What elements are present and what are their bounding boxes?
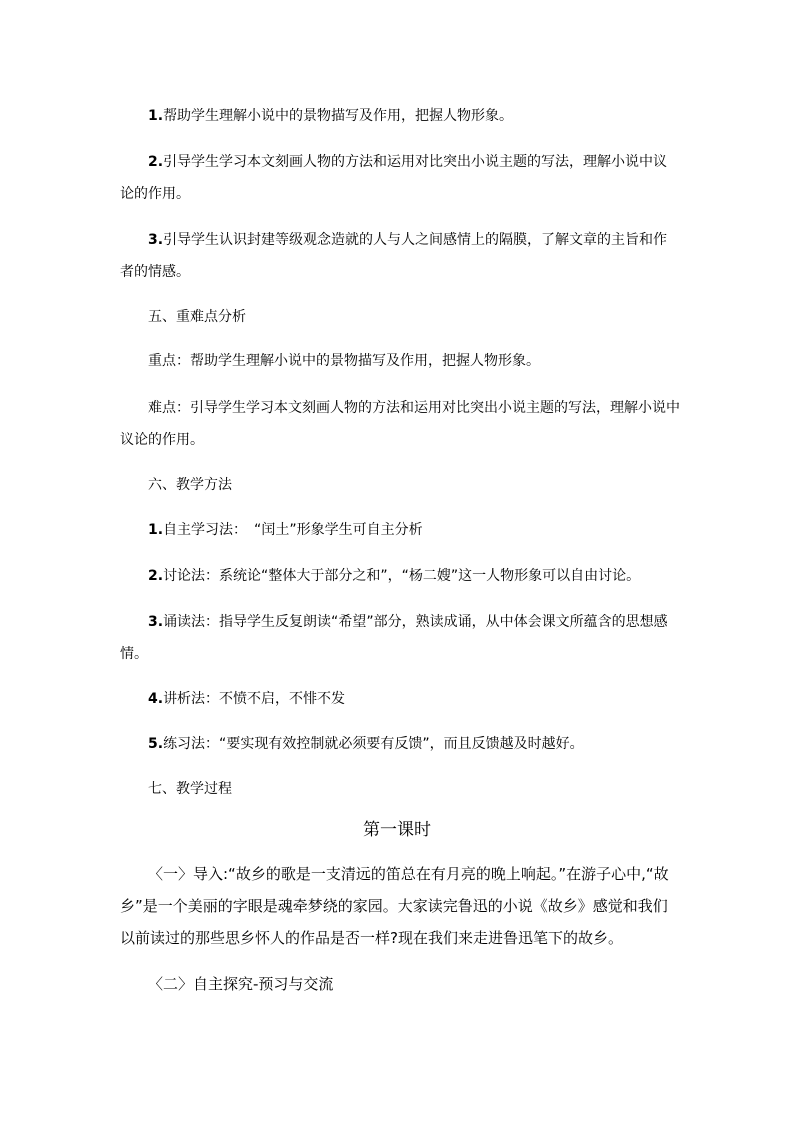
method-text: 讨论法：系统论“整体大于部分之和”，“杨二嫂”这一人物形象可以自由讨论。 bbox=[163, 568, 641, 584]
objective-number: 3. bbox=[148, 232, 164, 248]
intro-paragraph: 〈一〉导入:“故乡的歌是一支清远的笛总在有月亮的晚上响起。”在游子心中,“故乡”是一个美丽的字眼是魂牵梦绕的家园。大家读完鲁迅的小说《故乡》感觉和我们以前读过的那些思乡怀人的作品是否一样?现在我们来走进鲁迅笔下的故乡。 bbox=[120, 865, 669, 947]
lesson-title: 第一课时 bbox=[363, 820, 431, 840]
step-two-heading: 〈二〉自主探究-预习与交流 bbox=[148, 975, 334, 993]
method-text: 自主学习法： “闰土”形象学生可自主分析 bbox=[163, 522, 423, 538]
section-heading-7: 七、教学过程 bbox=[148, 781, 232, 797]
method-number: 3. bbox=[148, 614, 164, 630]
method-number: 2. bbox=[148, 568, 164, 584]
method-number: 1. bbox=[148, 522, 164, 538]
method-item-5 bbox=[120, 728, 680, 760]
method-item-3 bbox=[120, 606, 680, 670]
objective-number: 1. bbox=[148, 108, 164, 124]
objective-text: 引导学生学习本文刻画人物的方法和运用对比突出小说主题的写法，理解小说中议论的作用。 bbox=[120, 154, 668, 202]
method-item-1 bbox=[120, 514, 680, 546]
objective-item-2 bbox=[120, 146, 680, 210]
section-heading-5: 五、重难点分析 bbox=[148, 309, 246, 325]
difficult-point: 难点：引导学生学习本文刻画人物的方法和运用对比突出小说主题的写法，理解小说中议论的作用。 bbox=[120, 400, 680, 448]
method-text: 诵读法：指导学生反复朗读“希望”部分，熟读成诵，从中体会课文所蕴含的思想感情。 bbox=[120, 614, 668, 662]
section-heading-6: 六、教学方法 bbox=[148, 477, 232, 493]
objective-text: 帮助学生理解小说中的景物描写及作用，把握人物形象。 bbox=[163, 108, 514, 124]
method-item-2 bbox=[120, 560, 680, 592]
method-number: 4. bbox=[148, 691, 164, 707]
method-text: 练习法：“要实现有效控制就必须要有反馈”，而且反馈越及时越好。 bbox=[163, 736, 584, 752]
objective-item-1 bbox=[120, 100, 680, 132]
objective-item-3 bbox=[120, 224, 680, 288]
method-text: 讲析法：不愤不启，不悱不发 bbox=[163, 691, 346, 707]
method-item-4 bbox=[120, 683, 680, 715]
objective-text: 引导学生认识封建等级观念造就的人与人之间感情上的隔膜，了解文章的主旨和作者的情感。 bbox=[120, 232, 668, 280]
objective-number: 2. bbox=[148, 154, 164, 170]
method-number: 5. bbox=[148, 736, 164, 752]
key-point: 重点：帮助学生理解小说中的景物描写及作用，把握人物形象。 bbox=[148, 353, 540, 369]
